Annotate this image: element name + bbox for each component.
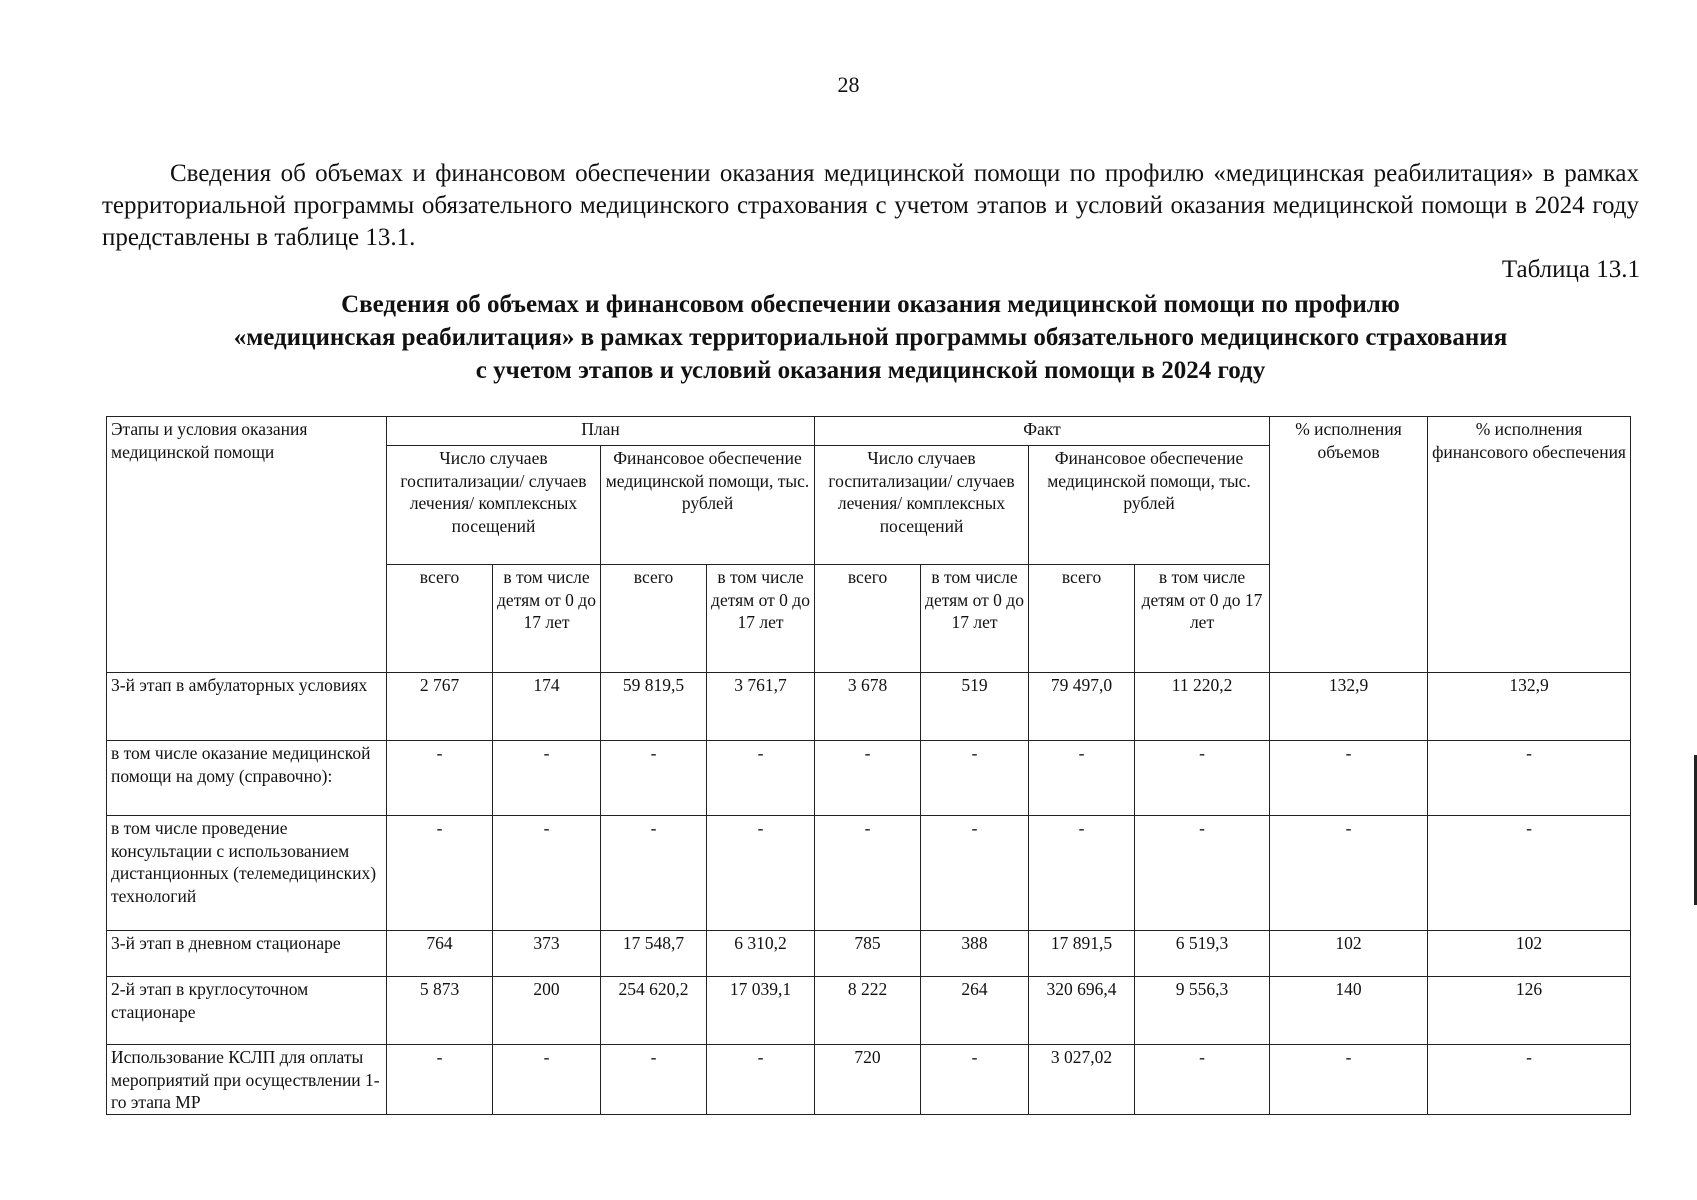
cell-value: 6 519,3	[1135, 931, 1270, 977]
table-row	[107, 673, 1631, 741]
header-stage: Этапы и условия оказания медицинской помощи	[107, 417, 387, 673]
cell-value: -	[1428, 741, 1631, 816]
header-children: в том числе детям от 0 до 17 лет	[707, 565, 815, 673]
header-children: в том числе детям от 0 до 17 лет	[493, 565, 601, 673]
cell-value: 3 761,7	[707, 673, 815, 741]
row-label: 2-й этап в круглосуточном стационаре	[107, 977, 387, 1045]
cell-value: -	[601, 816, 707, 931]
cell-value: 132,9	[1428, 673, 1631, 741]
cell-value: -	[707, 741, 815, 816]
cell-value: 11 220,2	[1135, 673, 1270, 741]
cell-value: -	[1428, 1045, 1631, 1115]
cell-value: -	[493, 741, 601, 816]
cell-value: -	[387, 816, 493, 931]
cell-value: -	[1135, 741, 1270, 816]
header-total: всего	[387, 565, 493, 673]
cell-value: -	[1135, 816, 1270, 931]
table-row	[107, 977, 1631, 1045]
header-fact-cases: Число случаев госпитализации/ случаев лечения/ комплексных посещений	[815, 446, 1029, 565]
table-title	[102, 288, 1639, 387]
cell-value: -	[921, 816, 1029, 931]
cell-value: -	[601, 741, 707, 816]
header-pct-finance: % исполнения финансового обеспечения	[1428, 417, 1631, 673]
cell-value: 9 556,3	[1135, 977, 1270, 1045]
cell-value: -	[387, 1045, 493, 1115]
cell-value: 5 873	[387, 977, 493, 1045]
header-plan-finance: Финансовое обеспечение медицинской помощи, тыс. рублей	[601, 446, 815, 565]
table-title-line: Сведения об объемах и финансовом обеспечении оказания медицинской помощи по профилю	[341, 291, 1400, 318]
row-label: 3-й этап в дневном стационаре	[107, 931, 387, 977]
cell-value: 174	[493, 673, 601, 741]
cell-value: -	[921, 1045, 1029, 1115]
cell-value: 785	[815, 931, 921, 977]
cell-value: -	[921, 741, 1029, 816]
page-number: 28	[837, 72, 860, 97]
cell-value: 59 819,5	[601, 673, 707, 741]
table-title-line: «медицинская реабилитация» в рамках территориальной программы обязательного медицинского страхования	[233, 324, 1508, 351]
cell-value: 3 027,02	[1029, 1045, 1135, 1115]
header-total: всего	[1029, 565, 1135, 673]
header-plan: План	[387, 417, 815, 446]
cell-value: 132,9	[1270, 673, 1428, 741]
cell-value: 6 310,2	[707, 931, 815, 977]
table-row	[107, 816, 1631, 931]
cell-value: 320 696,4	[1029, 977, 1135, 1045]
header-fact: Факт	[815, 417, 1270, 446]
cell-value: 102	[1428, 931, 1631, 977]
cell-value: -	[1029, 741, 1135, 816]
cell-value: -	[815, 741, 921, 816]
cell-value: 254 620,2	[601, 977, 707, 1045]
header-plan-cases: Число случаев госпитализации/ случаев лечения/ комплексных посещений	[387, 446, 601, 565]
table-row	[107, 931, 1631, 977]
header-fact-finance: Финансовое обеспечение медицинской помощи, тыс. рублей	[1029, 446, 1270, 565]
cell-value: -	[601, 1045, 707, 1115]
cell-value: 8 222	[815, 977, 921, 1045]
cell-value: -	[1135, 1045, 1270, 1115]
cell-value: 102	[1270, 931, 1428, 977]
cell-value: -	[707, 816, 815, 931]
intro-paragraph: Сведения об объемах и финансовом обеспечении оказания медицинской помощи по профилю «медицинская реабилитация» в рамках территориальной программы обязательного медицинского страхования с учетом этапов и условий оказания медицинской помощи в 2024 году представлены в таблице 13.1.	[102, 160, 1639, 251]
cell-value: 17 039,1	[707, 977, 815, 1045]
cell-value: 2 767	[387, 673, 493, 741]
header-pct-volume: % исполнения объемов	[1270, 417, 1428, 673]
cell-value: 764	[387, 931, 493, 977]
row-label: в том числе оказание медицинской помощи на дому (справочно):	[107, 741, 387, 816]
table-row	[107, 1045, 1631, 1115]
header-total: всего	[815, 565, 921, 673]
cell-value: -	[1270, 1045, 1428, 1115]
cell-value: -	[1270, 816, 1428, 931]
cell-value: -	[707, 1045, 815, 1115]
table-title-line: с учетом этапов и условий оказания медицинской помощи в 2024 году	[475, 357, 1266, 384]
table-label: Таблица 13.1	[1501, 256, 1640, 283]
cell-value: -	[1270, 741, 1428, 816]
header-children: в том числе детям от 0 до 17 лет	[921, 565, 1029, 673]
table-row	[107, 741, 1631, 816]
cell-value: -	[1428, 816, 1631, 931]
cell-value: -	[493, 1045, 601, 1115]
cell-value: -	[387, 741, 493, 816]
cell-value: 17 548,7	[601, 931, 707, 977]
cell-value: 720	[815, 1045, 921, 1115]
cell-value: 264	[921, 977, 1029, 1045]
cell-value: 388	[921, 931, 1029, 977]
cell-value: 519	[921, 673, 1029, 741]
cell-value: 373	[493, 931, 601, 977]
cell-value: 200	[493, 977, 601, 1045]
header-row	[107, 417, 1631, 446]
cell-value: -	[493, 816, 601, 931]
header-children: в том числе детям от 0 до 17 лет	[1135, 565, 1270, 673]
rehab-table	[106, 416, 1631, 1115]
row-label: Использование КСЛП для оплаты мероприятий при осуществлении 1-го этапа МР	[107, 1045, 387, 1115]
row-label: в том числе проведение консультации с использованием дистанционных (телемедицинских) технологий	[107, 816, 387, 931]
cell-value: 126	[1428, 977, 1631, 1045]
cell-value: 3 678	[815, 673, 921, 741]
cell-value: 140	[1270, 977, 1428, 1045]
cell-value: -	[815, 816, 921, 931]
cell-value: 79 497,0	[1029, 673, 1135, 741]
header-total: всего	[601, 565, 707, 673]
cell-value: -	[1029, 816, 1135, 931]
cell-value: 17 891,5	[1029, 931, 1135, 977]
row-label: 3-й этап в амбулаторных условиях	[107, 673, 387, 741]
